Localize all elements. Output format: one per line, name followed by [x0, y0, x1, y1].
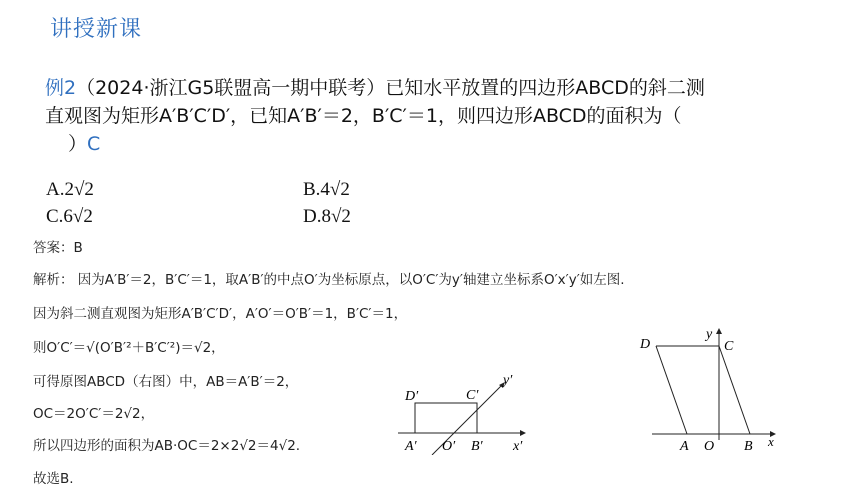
label-b-prime: B′ — [471, 439, 483, 454]
label-b: B — [744, 439, 753, 454]
question-line-1 — [45, 74, 705, 102]
label-c-prime: C′ — [466, 388, 479, 403]
label-a-prime: A′ — [405, 439, 417, 454]
label-d: D — [640, 337, 651, 352]
segment-cb — [719, 346, 750, 434]
option-d: D.8√2 — [303, 206, 351, 227]
question-line-3 — [68, 130, 100, 158]
x-axis-arrow — [520, 430, 526, 436]
label-c: C — [724, 339, 734, 354]
solution-line-7: 故选B. — [33, 471, 74, 487]
solution-line-2: 因为斜二测直观图为矩形A′B′C′D′，A′O′＝O′B′＝1，B′C′＝1， — [33, 306, 408, 322]
question-line-2: 直观图为矩形A′B′C′D′，已知A′B′＝2，B′C′＝1，则四边形ABCD的面积为（ — [45, 105, 682, 127]
rectangle-abcd-prime — [415, 403, 477, 433]
label-x-prime: x′ — [513, 439, 523, 454]
label-y-prime: y′ — [503, 373, 513, 388]
label-d-prime: D′ — [405, 389, 419, 404]
solution-answer: 答案：B — [33, 240, 83, 256]
option-b: B.4√2 — [303, 179, 350, 200]
solution-line-3: 则O′C′＝√(O′B′²＋B′C′²)＝√2， — [33, 340, 225, 356]
label-o-prime: O′ — [442, 439, 456, 454]
solution-line-6: 所以四边形的面积为AB·OC＝2×2√2＝4√2. — [33, 438, 301, 454]
label-x: x — [768, 434, 774, 449]
answer-paren: ） — [68, 133, 88, 155]
y-axis-arrow — [716, 328, 722, 334]
label-a: A — [680, 439, 689, 454]
question-text-1: （2024·浙江G5联盟高一期中联考）已知水平放置的四边形ABCD的斜二测 — [76, 77, 705, 99]
example-label: 例2 — [45, 77, 77, 99]
label-o: O — [704, 439, 715, 454]
option-c: C.6√2 — [46, 206, 93, 227]
segment-da — [656, 346, 687, 434]
oblique-figure — [395, 370, 540, 455]
solution-line-1: 解析： 因为A′B′＝2，B′C′＝1，取A′B′的中点O′为坐标原点，以O′C′为y′轴建立坐标系O′x′y′如左图. — [33, 272, 625, 288]
section-header: 讲授新课 — [50, 17, 143, 42]
option-a: A.2√2 — [46, 179, 94, 200]
question-answer: C — [87, 133, 101, 155]
original-figure — [630, 322, 790, 454]
solution-line-4: 可得原图ABCD（右图）中，AB＝A′B′＝2， — [33, 374, 299, 390]
label-y: y — [706, 327, 713, 342]
solution-line-5: OC＝2O′C′＝2√2， — [33, 406, 155, 422]
